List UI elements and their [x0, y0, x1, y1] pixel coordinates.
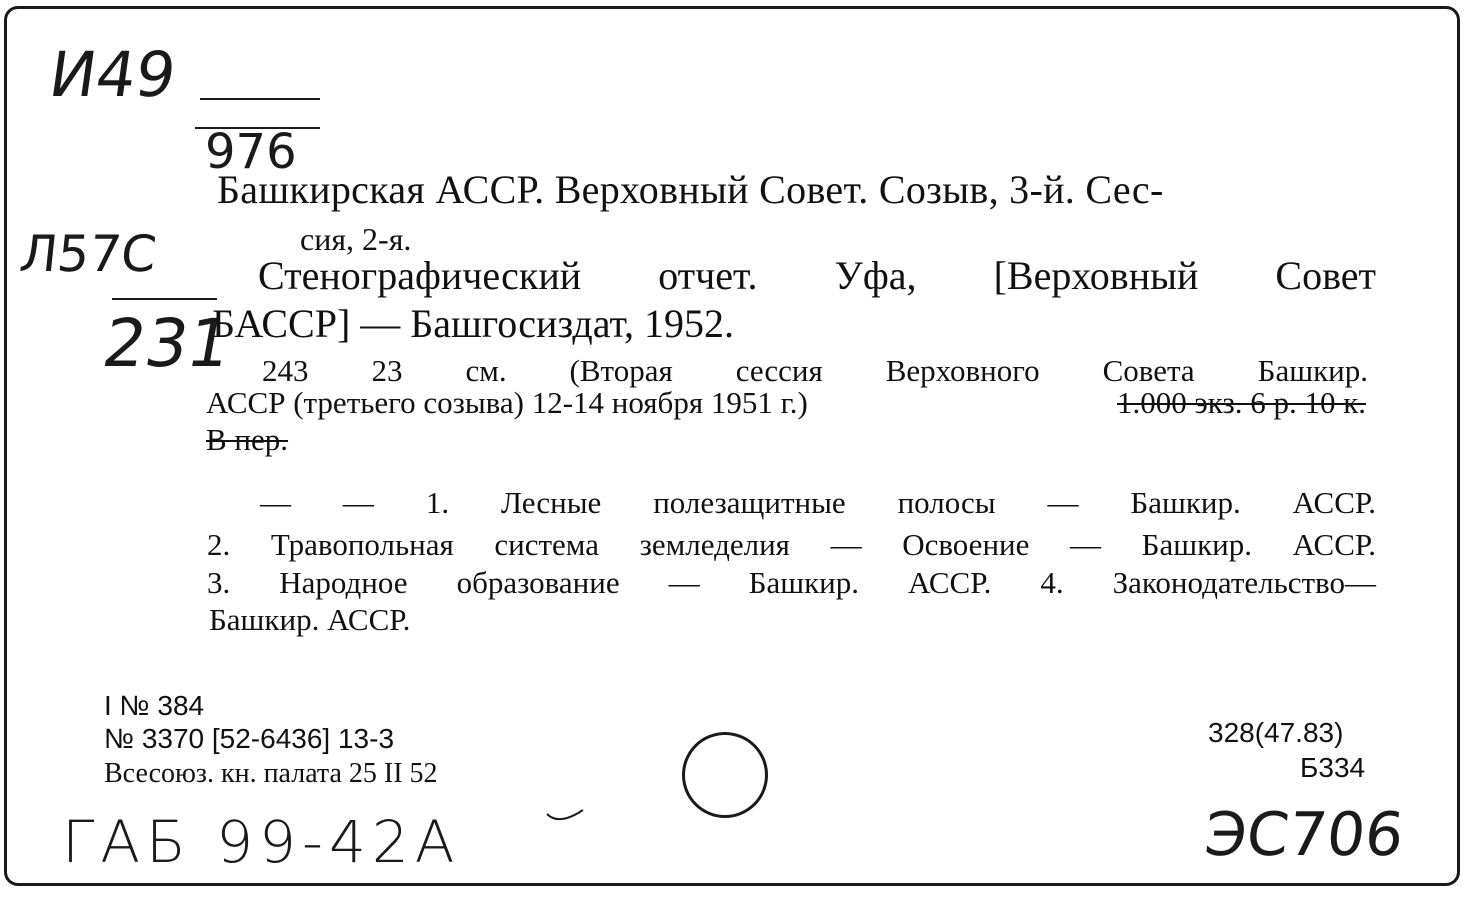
imprint-order-number: № 3370 [52-6436] 13-3 — [104, 723, 395, 754]
handwritten-inventory-left: ГАБ 99-42А — [62, 808, 461, 876]
subject-line-4: Башкир. АССР. — [209, 602, 411, 637]
subject-line-3: 3. Народное образование — Башкир. АССР. 4. Законодательство— — [207, 565, 1376, 600]
cutter-number: Б334 — [1300, 752, 1366, 783]
shelf-mark-left-divider — [112, 298, 217, 300]
handwritten-inventory-right: ЭС706 — [1201, 800, 1407, 870]
struck-binding: В пер. — [206, 422, 289, 457]
entry-heading: Башкирская АССР. Верховный Совет. Созыв, 3-й. Сес- — [217, 167, 1164, 212]
series-note-text: АССР (третьего созыва) 12-14 ноября 1951 г.) — [206, 385, 808, 420]
entry-series-note — [206, 385, 1366, 421]
imprint-card-number: I № 384 — [104, 690, 205, 721]
entry-physical-description: 243 23 см. (Вторая сессия Верховного Совета Башкир. — [262, 353, 1368, 388]
udc-classification: 328(47.83) — [1208, 717, 1344, 748]
imprint-chamber: Всесоюз. кн. палата 25 II 52 — [104, 758, 438, 789]
handwritten-shelf-number: 976 — [205, 124, 297, 180]
handwritten-shelf-number-left: 231 — [97, 305, 237, 382]
card-punch-hole — [682, 732, 768, 818]
subject-line-2: 2. Травопольная система земледелия — Освоение — Башкир. АССР. — [207, 527, 1376, 562]
handwritten-shelf-mark-top: И49 — [44, 38, 181, 111]
handwritten-shelf-mark-left: Л57С — [16, 225, 160, 283]
subject-line-1: — — 1. Лесные полезащитные полосы — Башкир. АССР. — [260, 485, 1376, 520]
entry-heading-cont: сия, 2-я. — [300, 221, 412, 257]
tick-mark-icon — [545, 808, 585, 828]
entry-title-line: Стенографический отчет. Уфа, [Верховный Совет — [258, 253, 1376, 298]
shelf-mark-underline — [200, 98, 320, 100]
struck-price: 1.000 экз. 6 р. 10 к. — [1116, 385, 1366, 420]
entry-publication: БАССР] — Башгосиздат, 1952. — [212, 301, 734, 346]
